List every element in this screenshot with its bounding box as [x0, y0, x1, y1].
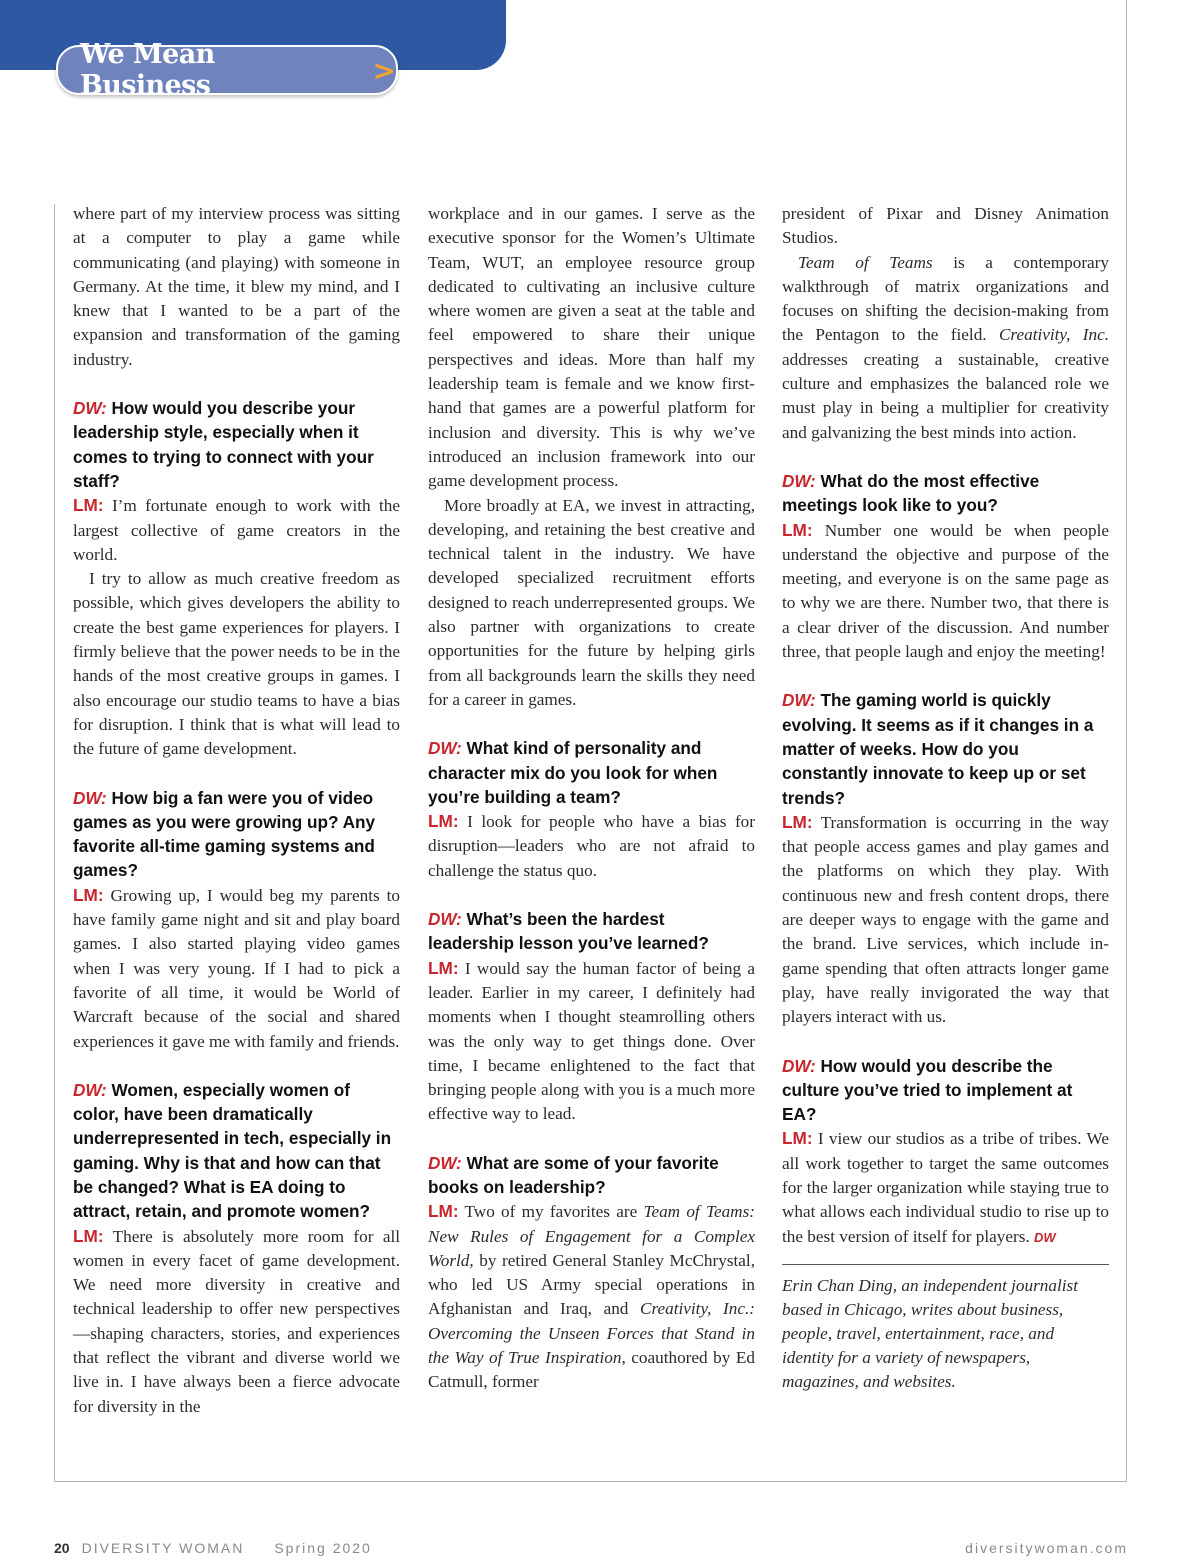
- answer: [428, 809, 755, 883]
- question-text: The gaming world is quickly evolving. It seems as if it changes in a matter of weeks. How do you constantly innovate to keep up or set trends?: [782, 690, 1094, 808]
- paragraph: workplace and in our games. I serve as the executive sponsor for the Women’s Ultimate Team, WUT, an employee resource group dedicated to cultivating an inclusive culture where women are given a seat at the table and feel empowered to share their unique perspectives and ideas. More than half my leadership team is female and we know first-hand that games are a powerful platform for inclusion and diversity. This is why we’ve introduced an inclusion framework into our game development process.: [428, 204, 755, 491]
- paragraph-text: is a contemporary walkthrough of matrix organizations and focuses on shifting the decision-making from the Pentagon to the field.: [782, 252, 1109, 345]
- answer-text: I’m fortunate enough to work with the largest collective of game creators in the world.: [73, 496, 401, 564]
- book-title: Creativity, Inc.: [998, 325, 1110, 345]
- answer-text: Number one would be when people understand the objective and purpose of the meeting, and everyone is on the same page as to why we are there. Number two, that there is a clear driver of the discussion. And number three, that people laugh and enjoy the meeting!: [782, 520, 1110, 662]
- question-text: What’s been the hardest leadership lesson you’ve learned?: [428, 909, 709, 954]
- answer-text: There is absolutely more room for all women in every facet of game development. We need more diversity in creative and technical leadership to offer new perspectives—shaping characters, stories, and experiences that reflect the vibrant and diverse world we live in. I have always been a fierce advocate for diversity in the: [73, 1226, 400, 1416]
- book-title: Team of Teams: New Rules of Engagement for a Complex World: [428, 1202, 755, 1270]
- question: [782, 1054, 1109, 1127]
- question-text: How would you describe your leadership style, especially when it comes to trying to connect with your staff?: [73, 398, 374, 491]
- question: [73, 1078, 400, 1224]
- paragraph: More broadly at EA, we invest in attracting, developing, and retaining the best creative and technical talent in the industry. We have developed specialized recruitment efforts designed to reach underrepresented groups. We also partner with organizations to create opportunities for the future by helping girls from all backgrounds learn the skills they need for a career in games.: [428, 495, 755, 709]
- answer-text: Growing up, I would beg my parents to have family game night and sit and play board games. I also started playing video games when I was very young. If I had to pick a favorite of all time, it would be World of Warcraft because of the social and shared experiences it gave me with family and friends.: [73, 885, 401, 1051]
- dw-label: DW:: [782, 690, 816, 711]
- article-column-2: [428, 202, 755, 1395]
- dw-label: DW:: [782, 1055, 816, 1076]
- question-text: What kind of personality and character mix do you look for when you’re building a team?: [428, 738, 718, 807]
- dw-label: DW:: [782, 470, 816, 491]
- paragraph: [782, 251, 1109, 445]
- dw-label: DW:: [73, 1079, 107, 1100]
- footer-website[interactable]: diversitywoman.com: [965, 1540, 1128, 1556]
- lm-label: LM:: [782, 519, 813, 540]
- section-title: We Mean Business: [80, 39, 215, 101]
- paragraph: president of Pixar and Disney Animation Studios.: [782, 204, 1109, 248]
- question-text: What are some of your favorite books on leadership?: [428, 1152, 719, 1197]
- answer: [73, 1224, 400, 1419]
- answer: [782, 1126, 1109, 1249]
- question-text: What do the most effective meetings look like to you?: [782, 470, 1040, 516]
- dw-label: DW:: [73, 787, 107, 808]
- dw-label: DW:: [73, 398, 107, 419]
- signoff-mark: DW: [1034, 1229, 1056, 1245]
- paragraph-text: addresses creating a sustainable, creative culture and emphasizes the balanced role we must play in being a multiplier for creativity and galvanizing the best minds into action.: [782, 349, 1109, 442]
- question: [73, 396, 400, 493]
- chevron-right-icon: >: [372, 53, 396, 87]
- lm-label: LM:: [73, 1225, 104, 1246]
- section-tab[interactable]: [56, 39, 398, 101]
- question: [428, 1151, 755, 1200]
- answer-text: , by retired General Stanley McChrystal, who led US Army special operations in Afghanistan and Iraq, and: [428, 1250, 755, 1319]
- question-text: How would you describe the culture you’ve tried to implement at EA?: [782, 1055, 1073, 1125]
- divider: [782, 1264, 1109, 1265]
- answer-text: Transformation is occurring in the way that people access games and play games and the platforms on which they play. With continuous new and fresh content drops, there are deeper ways to engage with the game and the brand. Live services, which include in-game spending that often attracts longer game play, have really invigorated the way that players interact with us.: [782, 812, 1109, 1027]
- answer: [428, 956, 755, 1127]
- answer: [428, 1199, 755, 1394]
- question: [428, 907, 755, 956]
- lm-label: LM:: [782, 1128, 813, 1149]
- answer-text: Two of my favorites are: [464, 1202, 644, 1222]
- answer-text: I look for people who have a bias for disruption—leaders who are not afraid to challenge the status quo.: [428, 812, 755, 880]
- dw-label: DW:: [428, 909, 462, 930]
- frame-line-left: [54, 204, 55, 1482]
- lm-label: LM:: [428, 1201, 459, 1222]
- article-column-1: [73, 202, 400, 1419]
- question: [428, 736, 755, 809]
- question: [73, 786, 400, 883]
- article-column-3: [782, 202, 1109, 1394]
- paragraph: where part of my interview process was sitting at a computer to play a game while communicating (and playing) with someone in Germany. At the time, it blew my mind, and I knew that I wanted to be a part of the expansion and transformation of the gaming industry.: [73, 204, 400, 369]
- lm-label: LM:: [428, 957, 459, 978]
- question-text: Women, especially women of color, have been dramatically underrepresented in tech, especially in gaming. Why is that and how can that be changed? What is EA doing to attract, retain, and promote women?: [73, 1079, 392, 1222]
- answer: [73, 883, 400, 1054]
- lm-label: LM:: [428, 811, 459, 832]
- page-number: 20: [54, 1540, 70, 1556]
- paragraph: I try to allow as much creative freedom as possible, which gives developers the ability to create the best game experiences for players. I firmly believe that the power needs to be in the hands of the most creative groups in games. I also encourage our studio teams to have a bias for disruption. I think that is what will lead to the future of game development.: [73, 569, 400, 759]
- dw-label: DW:: [428, 1152, 462, 1173]
- answer-text: , coauthored by Ed Catmull, former: [428, 1348, 756, 1392]
- lm-label: LM:: [73, 495, 104, 516]
- magazine-name: DIVERSITY WOMAN: [81, 1540, 245, 1556]
- footer-left: [54, 1540, 372, 1556]
- lm-label: LM:: [782, 811, 813, 832]
- dw-label: DW:: [428, 738, 462, 759]
- question-text: How big a fan were you of video games as you were growing up? Any favorite all-time gaming systems and games?: [73, 787, 376, 881]
- book-title: Creativity, Inc.: Overcoming the Unseen Forces that Stand in the Way of True Inspiration: [428, 1299, 755, 1368]
- frame-line-bottom: [54, 1481, 1127, 1482]
- answer-text: I would say the human factor of being a leader. Earlier in my career, I definitely had moments when I thought steamrolling others was the only way to get things done. Over time, I became enlightened to the fact that bringing people along with you is a much more effective way to lead.: [428, 958, 756, 1124]
- answer: [782, 810, 1109, 1030]
- issue-date: Spring 2020: [274, 1540, 372, 1556]
- answer-text: I view our studios as a tribe of tribes. We all work together to target the same outcomes for the larger organization while staying true to what allows each individual studio to rise up to the best version of itself for players.: [782, 1129, 1109, 1246]
- answer: [782, 518, 1109, 665]
- question: [782, 688, 1109, 809]
- author-bio: Erin Chan Ding, an independent journalist based in Chicago, writes about business, people, travel, entertainment, race, and identity for a variety of newspapers, magazines, and websites.: [782, 1275, 1078, 1391]
- answer: [73, 493, 400, 567]
- book-title: Team of Teams: [798, 252, 933, 272]
- lm-label: LM:: [73, 884, 104, 905]
- frame-line-right: [1126, 0, 1127, 1482]
- question: [782, 469, 1109, 518]
